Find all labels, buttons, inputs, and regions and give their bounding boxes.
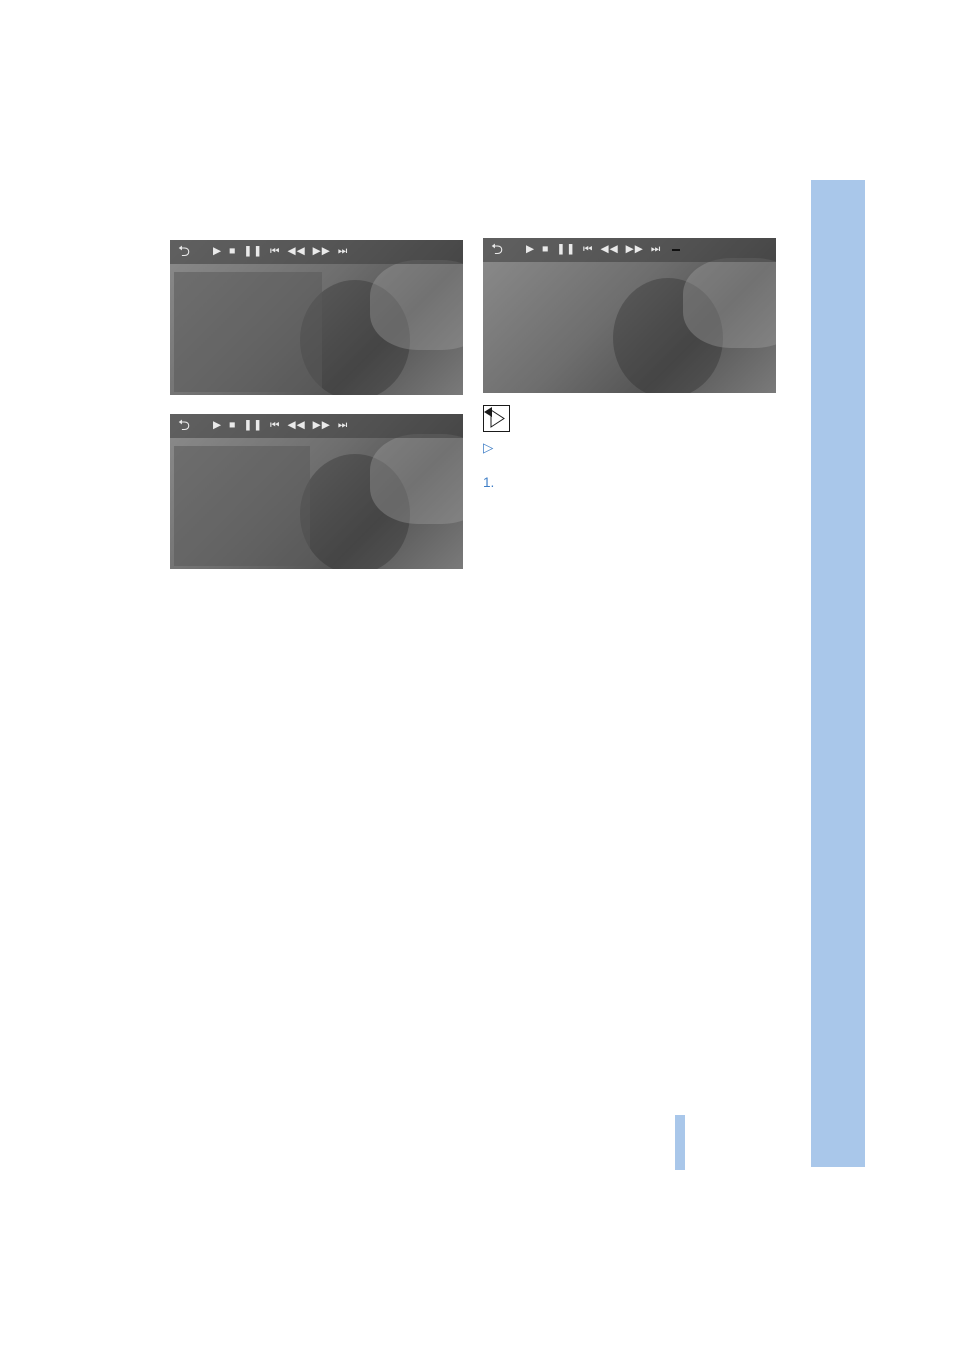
back-arrow-icon: ⮌ <box>491 241 505 259</box>
fast-forward-icon: ▶▶ <box>625 243 644 256</box>
step-text <box>506 474 777 492</box>
pause-icon: ❚❚ <box>243 419 264 432</box>
play-icon: ▶ <box>526 243 536 256</box>
note <box>483 403 777 421</box>
skip-forward-icon: ⏭ <box>337 245 349 258</box>
chapter-sidebar <box>811 180 865 1167</box>
toolbar-menu-selected <box>672 249 680 251</box>
rewind-icon: ◀◀ <box>287 419 306 432</box>
right-column <box>483 228 777 497</box>
rewind-icon: ◀◀ <box>287 245 306 258</box>
list-item <box>483 474 777 492</box>
settings-screenshot <box>170 414 463 569</box>
fast-forward-icon: ▶▶ <box>312 419 331 432</box>
step-text <box>506 439 777 457</box>
stop-icon: ■ <box>542 243 550 256</box>
stop-icon: ■ <box>229 245 237 258</box>
back-arrow-icon: ⮌ <box>178 417 192 435</box>
dvd-menu-screenshot <box>483 238 776 393</box>
dvd-toolbar <box>170 240 463 264</box>
skip-back-icon: ⏮ <box>270 245 281 258</box>
stop-icon: ■ <box>229 419 237 432</box>
skip-forward-icon: ⏭ <box>337 419 349 432</box>
note-play-icon <box>483 405 510 432</box>
play-icon: ▶ <box>213 419 223 432</box>
play-icon: ▶ <box>213 245 223 258</box>
step-number: 1. <box>483 475 495 491</box>
dvd-toolbar <box>170 414 463 438</box>
pause-icon: ❚❚ <box>556 243 577 256</box>
skip-back-icon: ⏮ <box>583 243 594 256</box>
left-column <box>170 228 464 588</box>
fast-forward-icon: ▶▶ <box>312 245 331 258</box>
bullet-arrow-icon: ▷ <box>483 439 494 455</box>
skip-forward-icon: ⏭ <box>650 243 662 256</box>
footer-accent-bar <box>675 1115 685 1170</box>
back-arrow-icon: ⮌ <box>178 243 192 261</box>
subtitles-screenshot <box>170 240 463 395</box>
skip-back-icon: ⏮ <box>270 419 281 432</box>
list-item <box>483 439 777 457</box>
note-text-2 <box>483 403 777 421</box>
pause-icon: ❚❚ <box>243 245 264 258</box>
dvd-toolbar <box>483 238 776 262</box>
rewind-icon: ◀◀ <box>600 243 619 256</box>
